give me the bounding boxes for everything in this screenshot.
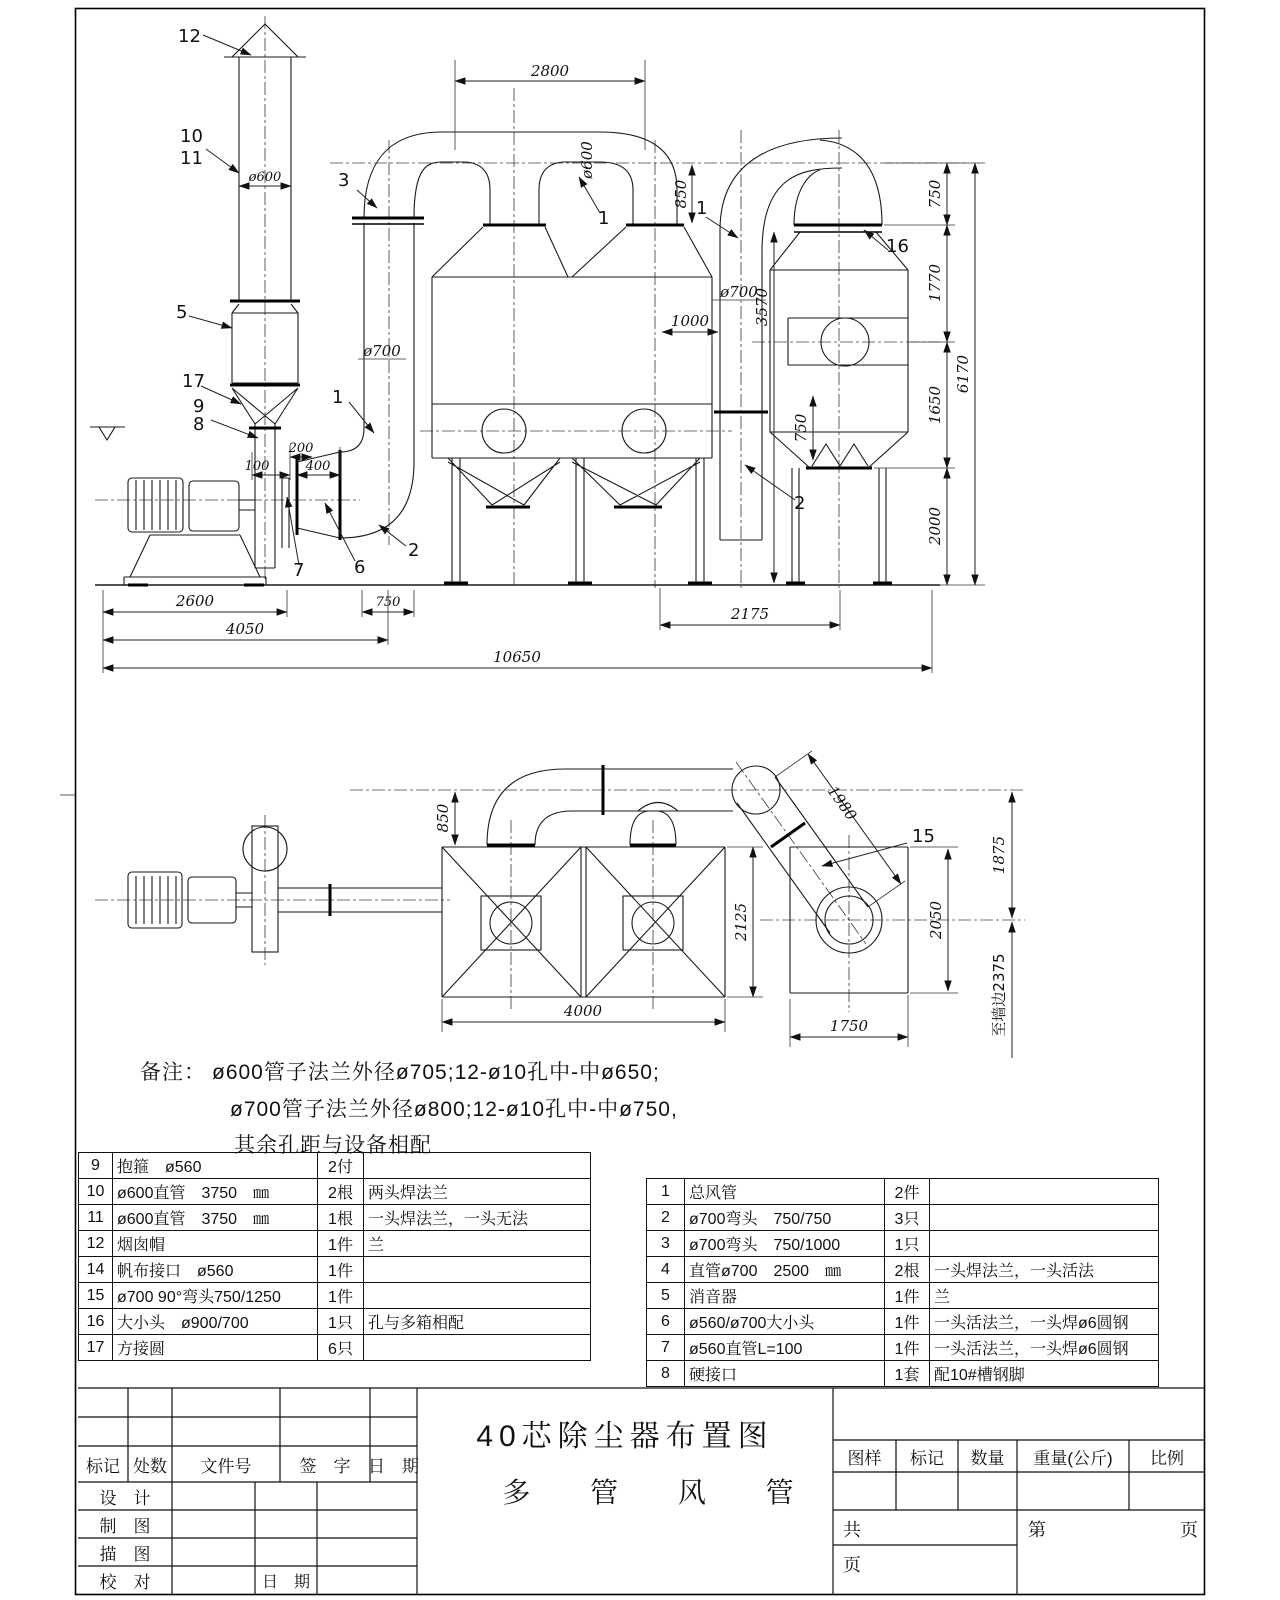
callout-8: 8 bbox=[193, 414, 205, 435]
part-no: 7 bbox=[647, 1335, 685, 1361]
part-name: 烟囱帽 bbox=[113, 1231, 318, 1257]
part-qty: 1套 bbox=[885, 1361, 930, 1387]
tb-shuliang: 数量 bbox=[970, 1448, 1005, 1468]
part-name: ø700弯头 750/1000 bbox=[685, 1231, 885, 1257]
tb-di: 第 bbox=[1028, 1520, 1046, 1540]
part-note: 两头焊法兰 bbox=[364, 1179, 591, 1205]
callout-1-duct: 1 bbox=[332, 387, 344, 408]
callout-2: 2 bbox=[408, 540, 420, 561]
part-note bbox=[364, 1283, 591, 1309]
elevation-view bbox=[90, 16, 985, 673]
tb-biaoji2: 标记 bbox=[910, 1448, 944, 1468]
part-no: 17 bbox=[79, 1335, 113, 1361]
tb-miaotu: 描 图 bbox=[99, 1544, 151, 1564]
callout-1-riser: 1 bbox=[696, 198, 708, 219]
tb-tuyang: 图样 bbox=[847, 1448, 882, 1468]
part-no: 2 bbox=[647, 1205, 685, 1231]
callout-7: 7 bbox=[293, 560, 305, 581]
part-no: 1 bbox=[647, 1179, 685, 1205]
table-row bbox=[79, 1205, 591, 1231]
tb-zhongliang: 重量(公斤) bbox=[1033, 1448, 1113, 1468]
part-name: ø600直管 3750 ㎜ bbox=[113, 1205, 318, 1231]
part-qty: 3只 bbox=[885, 1205, 930, 1231]
part-note: 兰 bbox=[364, 1231, 591, 1257]
part-name: 方接圆 bbox=[113, 1335, 318, 1361]
tb-zhitu: 制 图 bbox=[99, 1516, 151, 1536]
tb-gong: 共 bbox=[843, 1520, 861, 1540]
tb-biaoji: 标记 bbox=[86, 1456, 120, 1476]
callout-1-main: 1 bbox=[598, 208, 610, 229]
part-qty: 2根 bbox=[885, 1257, 930, 1283]
part-name: 抱箍 ø560 bbox=[113, 1153, 318, 1179]
table-row bbox=[647, 1361, 1159, 1387]
parts-table-right bbox=[646, 1178, 1159, 1387]
table-row bbox=[79, 1153, 591, 1179]
part-note bbox=[930, 1231, 1159, 1257]
part-no: 14 bbox=[79, 1257, 113, 1283]
part-qty: 1件 bbox=[318, 1257, 364, 1283]
dim-1750: 1750 bbox=[829, 1017, 869, 1035]
callout-15: 15 bbox=[912, 826, 935, 847]
part-qty: 1只 bbox=[885, 1231, 930, 1257]
part-name: 消音器 bbox=[685, 1283, 885, 1309]
callout-6: 6 bbox=[354, 557, 366, 578]
dim-100: 100 bbox=[244, 459, 270, 474]
tb-ye-left: 页 bbox=[843, 1555, 861, 1575]
drawing-subtitle: 多 管 风 管 bbox=[502, 1476, 820, 1508]
part-qty: 6只 bbox=[318, 1335, 364, 1361]
callout-10: 10 bbox=[180, 126, 203, 147]
part-qty: 1件 bbox=[885, 1309, 930, 1335]
part-note: 配10#槽钢脚 bbox=[930, 1361, 1159, 1387]
part-note bbox=[364, 1257, 591, 1283]
tb-riqi: 日 期 bbox=[368, 1456, 419, 1476]
part-note bbox=[930, 1205, 1159, 1231]
dim-400: 400 bbox=[305, 459, 331, 474]
callout-11: 11 bbox=[180, 148, 203, 169]
dim-1770: 1770 bbox=[926, 263, 944, 303]
dim-2125: 2125 bbox=[732, 902, 750, 942]
table-row bbox=[647, 1257, 1159, 1283]
table-row bbox=[647, 1309, 1159, 1335]
part-note bbox=[364, 1153, 591, 1179]
dim-2050: 2050 bbox=[927, 900, 945, 940]
part-qty: 1件 bbox=[318, 1231, 364, 1257]
dim-1000: 1000 bbox=[670, 312, 710, 330]
part-name: ø600直管 3750 ㎜ bbox=[113, 1179, 318, 1205]
part-no: 5 bbox=[647, 1283, 685, 1309]
dim-2000: 2000 bbox=[926, 506, 944, 546]
part-no: 16 bbox=[79, 1309, 113, 1335]
part-no: 11 bbox=[79, 1205, 113, 1231]
dim-2600: 2600 bbox=[175, 592, 215, 610]
table-row bbox=[79, 1179, 591, 1205]
tb-ye-right: 页 bbox=[1180, 1520, 1198, 1540]
notes-line-3: 其余孔距与设备相配 bbox=[234, 1134, 432, 1157]
part-qty: 2件 bbox=[885, 1179, 930, 1205]
part-note: 一头活法兰，一头焊ø6圆钢 bbox=[930, 1309, 1159, 1335]
parts-table-left bbox=[78, 1152, 591, 1361]
table-row bbox=[79, 1283, 591, 1309]
part-qty: 2根 bbox=[318, 1179, 364, 1205]
part-note bbox=[930, 1179, 1159, 1205]
callout-17: 17 bbox=[182, 371, 205, 392]
part-note: 兰 bbox=[930, 1283, 1159, 1309]
table-row bbox=[647, 1205, 1159, 1231]
table-row bbox=[647, 1283, 1159, 1309]
dim-750-right: 750 bbox=[926, 179, 944, 209]
dim-1650: 1650 bbox=[926, 385, 944, 425]
part-name: 大小头 ø900/700 bbox=[113, 1309, 318, 1335]
dim-750-unit: 750 bbox=[792, 413, 810, 443]
table-row bbox=[79, 1309, 591, 1335]
part-name: ø700弯头 750/750 bbox=[685, 1205, 885, 1231]
dim-phi700-riser: ø700 bbox=[720, 283, 758, 301]
notes-label: 备注： bbox=[140, 1061, 206, 1084]
part-qty: 1只 bbox=[318, 1309, 364, 1335]
part-name: ø560/ø700大小头 bbox=[685, 1309, 885, 1335]
dim-1875: 1875 bbox=[990, 835, 1008, 875]
part-qty: 1根 bbox=[318, 1205, 364, 1231]
plan-view bbox=[95, 751, 1025, 1058]
part-note bbox=[364, 1335, 591, 1361]
part-note: 一头焊法兰，一头无法 bbox=[364, 1205, 591, 1231]
callout-3: 3 bbox=[338, 170, 350, 191]
part-note: 一头活法兰，一头焊ø6圆钢 bbox=[930, 1335, 1159, 1361]
part-qty: 1件 bbox=[885, 1335, 930, 1361]
part-qty: 2付 bbox=[318, 1153, 364, 1179]
part-no: 9 bbox=[79, 1153, 113, 1179]
callout-5: 5 bbox=[176, 302, 188, 323]
dim-10650: 10650 bbox=[493, 648, 541, 666]
dim-750-bottom: 750 bbox=[375, 595, 401, 610]
dim-phi600-duct: ø600 bbox=[578, 141, 596, 179]
dim-200: 200 bbox=[288, 441, 314, 456]
notes-line-2: ø700管子法兰外径ø800;12-ø10孔中-中ø750, bbox=[230, 1098, 678, 1121]
tb-chushu: 处数 bbox=[133, 1456, 167, 1476]
part-name: 总风管 bbox=[685, 1179, 885, 1205]
dim-phi700-duct: ø700 bbox=[363, 342, 401, 360]
dim-4000: 4000 bbox=[563, 1002, 603, 1020]
table-row bbox=[647, 1179, 1159, 1205]
tb-jiaodui: 校 对 bbox=[99, 1573, 151, 1592]
callout-12: 12 bbox=[178, 26, 201, 47]
table-row bbox=[647, 1335, 1159, 1361]
tb-bili: 比例 bbox=[1150, 1448, 1184, 1468]
part-no: 12 bbox=[79, 1231, 113, 1257]
part-name: 直管ø700 2500 ㎜ bbox=[685, 1257, 885, 1283]
callout-9: 9 bbox=[193, 396, 205, 417]
part-note: 一头焊法兰，一头活法 bbox=[930, 1257, 1159, 1283]
part-qty: 1件 bbox=[318, 1283, 364, 1309]
dim-3570: 3570 bbox=[753, 287, 771, 327]
callout-16: 16 bbox=[886, 236, 909, 257]
callout-2-right: 2 bbox=[794, 493, 806, 514]
part-no: 8 bbox=[647, 1361, 685, 1387]
tb-sheji: 设 计 bbox=[99, 1488, 151, 1508]
table-row bbox=[79, 1257, 591, 1283]
part-name: ø560直管L=100 bbox=[685, 1335, 885, 1361]
part-qty: 1件 bbox=[885, 1283, 930, 1309]
drawing-title: 40芯除尘器布置图 bbox=[476, 1419, 774, 1453]
dim-850: 850 bbox=[672, 179, 690, 209]
part-no: 10 bbox=[79, 1179, 113, 1205]
part-no: 3 bbox=[647, 1231, 685, 1257]
part-note: 孔与多箱相配 bbox=[364, 1309, 591, 1335]
part-no: 4 bbox=[647, 1257, 685, 1283]
table-row bbox=[647, 1231, 1159, 1257]
part-no: 15 bbox=[79, 1283, 113, 1309]
fan-bearing bbox=[189, 481, 239, 531]
dim-2800: 2800 bbox=[530, 62, 570, 80]
part-name: 帆布接口 ø560 bbox=[113, 1257, 318, 1283]
dim-6170: 6170 bbox=[954, 354, 972, 394]
tb-qianzi: 签 字 bbox=[299, 1456, 351, 1476]
table-row bbox=[79, 1335, 591, 1361]
dim-2175: 2175 bbox=[730, 605, 770, 623]
tb-wenjianhao: 文件号 bbox=[200, 1456, 252, 1476]
dim-phi600-stack: ø600 bbox=[248, 170, 282, 185]
part-name: 硬接口 bbox=[685, 1361, 885, 1387]
dim-wall-2375: 至墙边2375 bbox=[990, 953, 1008, 1037]
dim-1980: 1980 bbox=[823, 782, 861, 824]
tb-jiaodui-riqi: 日 期 bbox=[261, 1574, 310, 1591]
notes-line-1: ø600管子法兰外径ø705;12-ø10孔中-中ø650; bbox=[212, 1061, 660, 1084]
part-name: ø700 90°弯头750/1250 bbox=[113, 1283, 318, 1309]
table-row bbox=[79, 1231, 591, 1257]
part-no: 6 bbox=[647, 1309, 685, 1335]
dim-850-plan: 850 bbox=[434, 803, 452, 833]
dim-4050: 4050 bbox=[225, 620, 265, 638]
